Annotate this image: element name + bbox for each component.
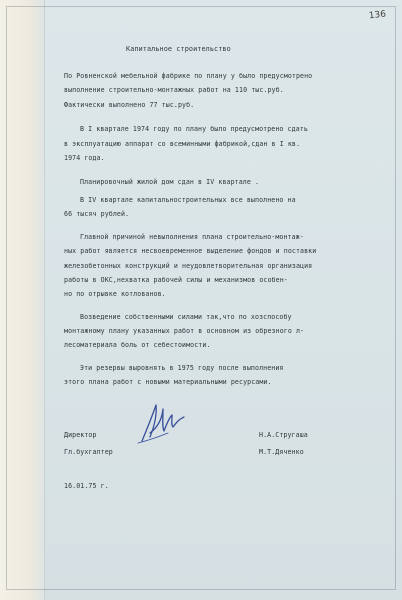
body-line: По Ровненской мебельной фабрике по плану у было предусмотрено <box>64 72 313 80</box>
body-line: Фактически выполнено 77 тыс.руб. <box>64 101 195 109</box>
body-line: ных работ является несвоевременное выделение фондов и поставки <box>64 247 317 255</box>
paper-margin-strip <box>0 0 45 600</box>
body-line: выполнение строительно-монтажных работ на 110 тыс.руб. <box>64 86 284 94</box>
body-line: Возведение собственными силами так,что по хозспособу <box>80 313 292 321</box>
body-line: Эти резервы выровнять в 1975 году после выполнения <box>80 364 284 372</box>
body-line: в эксплуатацию аппарат со всеминными фабрикой,сдан в I кв. <box>64 140 301 148</box>
body-line: но по отрывке котлованов. <box>64 290 166 298</box>
body-line: Планировочный жилой дом сдан в IV квартале . <box>80 178 260 186</box>
body-line: железобетонных конструкций и неудовлетворительная организация <box>64 262 313 270</box>
body-line: 66 тысяч рублей. <box>64 210 130 218</box>
signer-title-accountant: Гл.бухгалтер <box>64 448 113 456</box>
body-line: этого плана работ с новыми материальными ресурсами. <box>64 378 272 386</box>
body-line: работы в ОКС,нехватка рабочей силы и механизмов особен- <box>64 276 288 284</box>
document-date: 16.01.75 г. <box>64 482 109 490</box>
archive-page-number: 136 <box>368 9 387 22</box>
document-heading: Капитальное строительство <box>126 45 231 53</box>
body-line: В IV квартале капитальностроительных все выполнено на <box>80 196 296 204</box>
body-line: Главной причиной невыполнения плана строительно-монтаж- <box>80 233 304 241</box>
signer-name-accountant: М.Т.Дяченко <box>259 448 304 456</box>
body-line: лесоматериала боль от себестоимости. <box>64 341 211 349</box>
body-line: В I квартале 1974 году по плану было предусмотрено сдать <box>80 125 308 133</box>
signer-title-director: Директор <box>64 431 97 439</box>
handwritten-signature <box>132 397 190 447</box>
signer-name-director: Н.А.Стругаша <box>259 431 308 439</box>
body-line: монтажному плану указанных работ в основном из обрезного л- <box>64 327 305 335</box>
body-line: 1974 года. <box>64 154 105 162</box>
